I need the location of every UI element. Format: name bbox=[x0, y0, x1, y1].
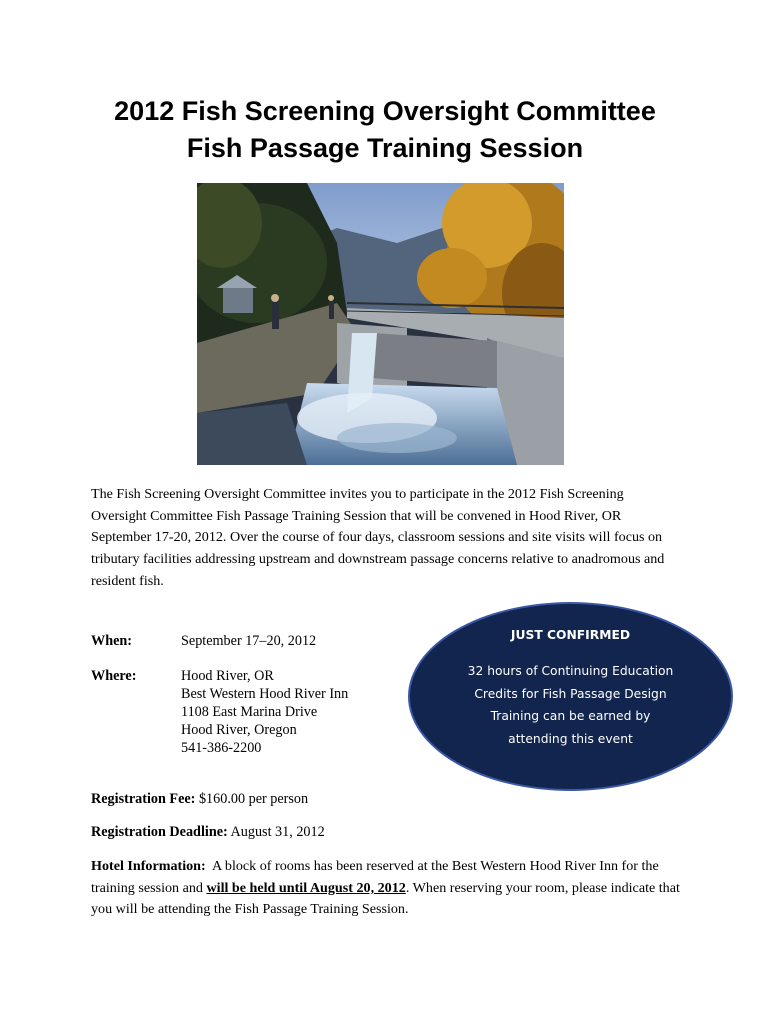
address-line: Hood River, OR bbox=[181, 668, 274, 684]
callout-body: 32 hours of Continuing Education Credits for Fish Passage Design Training can be earned by attending this event bbox=[467, 664, 674, 746]
address-line: 541-386-2200 bbox=[181, 740, 262, 756]
page-title bbox=[0, 93, 770, 167]
registration-deadline-label: Registration Deadline: bbox=[91, 824, 228, 840]
address-line: Hood River, Oregon bbox=[181, 722, 297, 738]
registration-deadline bbox=[91, 823, 325, 841]
where-label: Where: bbox=[91, 668, 137, 684]
hotel-text-after: . When reserving your room, please indicate that you will be attending the Fish Passage Training Session. bbox=[91, 879, 680, 918]
ce-credits-callout bbox=[408, 602, 733, 791]
where-address bbox=[181, 667, 348, 757]
hotel-label: Hotel Information: bbox=[91, 858, 206, 874]
registration-fee-value: $160.00 per person bbox=[198, 791, 309, 807]
hotel-deadline-emphasis: will be held until August 20, 2012 bbox=[206, 879, 406, 896]
hotel-information bbox=[91, 856, 681, 921]
registration-fee-label: Registration Fee: bbox=[91, 791, 196, 807]
title-line-2: Fish Passage Training Session bbox=[186, 133, 584, 163]
intro-paragraph: The Fish Screening Oversight Committee invites you to participate in the 2012 Fish Screening Oversight Committee Fish Passage Training Session that will be convened in Hood River, OR September 17-20, 2012. Over the course of four days, classroom sessions and site visits will focus on tributary facilities addressing upstream and downstream passage concerns relative to anadromous and resident fish. bbox=[91, 486, 665, 589]
registration-fee bbox=[91, 790, 308, 808]
title-line-1: 2012 Fish Screening Oversight Committee bbox=[114, 96, 656, 126]
fish-ladder-photo bbox=[197, 183, 564, 465]
when-label: When: bbox=[91, 633, 132, 649]
hotel-text-before: A block of rooms has been reserved at the Best Western Hood River Inn for the training session and bbox=[91, 858, 659, 896]
registration-deadline-value: August 31, 2012 bbox=[230, 824, 325, 840]
address-line: Best Western Hood River Inn bbox=[181, 686, 349, 702]
callout-heading: JUST CONFIRMED bbox=[510, 628, 631, 642]
when-value: September 17–20, 2012 bbox=[181, 633, 317, 649]
address-line: 1108 East Marina Drive bbox=[181, 704, 318, 720]
